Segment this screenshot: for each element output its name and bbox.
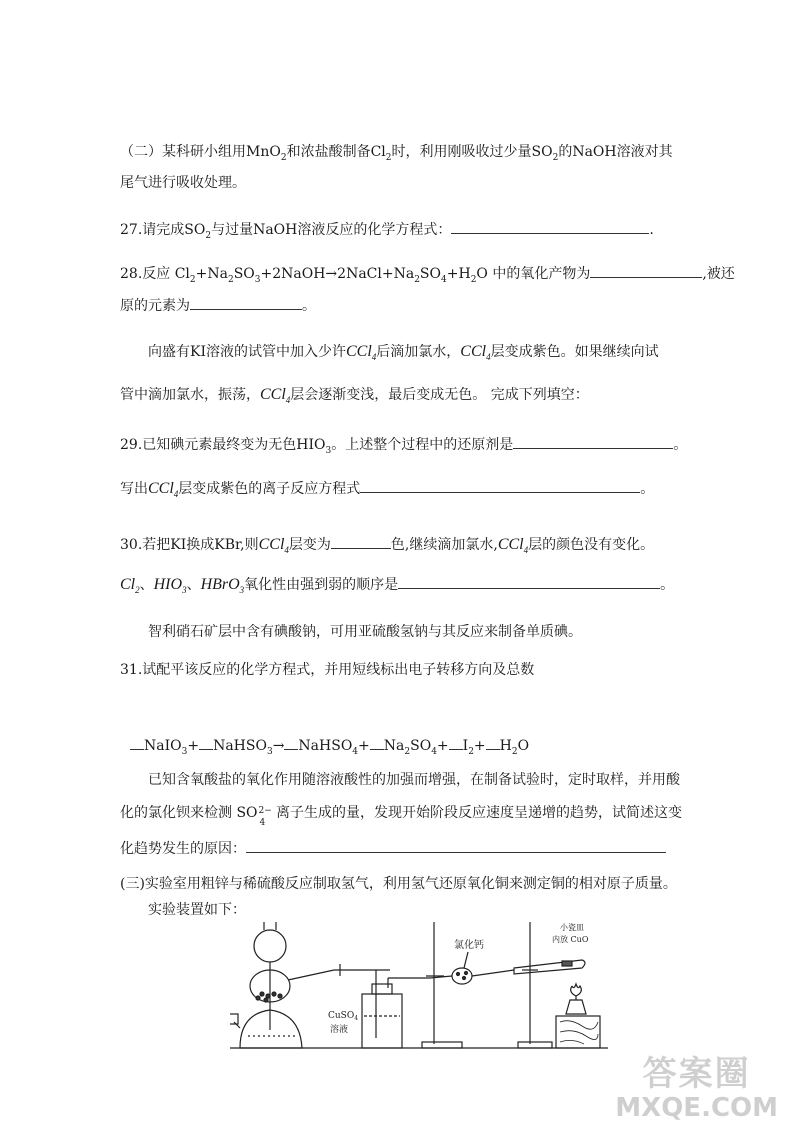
balance-equation: NaIO$_3$+ NaHSO$_3$→ NaHSO$_4$+ $Na_2SO_4+ I_2+ H_2O$ bbox=[130, 735, 529, 762]
cl2-formula: $Cl_2$ bbox=[120, 576, 140, 596]
ccl4-formula: CCl$_4$ bbox=[260, 386, 291, 406]
answer-blank-29b[interactable] bbox=[360, 478, 640, 493]
answer-blank-28b[interactable] bbox=[190, 295, 302, 310]
ccl4-formula: CCl$_4$ bbox=[258, 536, 289, 556]
coefficient-blank-1[interactable] bbox=[130, 735, 144, 750]
iodine-paragraph: 智利硝石矿层中含有碘酸钠，可用亚硫酸氢钠与其反应来制备单质碘。 bbox=[148, 624, 582, 640]
ccl4-formula: CCl$_4$ bbox=[346, 343, 377, 363]
cuso4-label: CuSO$_4$ bbox=[328, 1011, 359, 1022]
alcohol-lamp bbox=[566, 984, 586, 1014]
answer-blank-30b[interactable] bbox=[398, 574, 660, 589]
answer-blank-29a[interactable] bbox=[513, 434, 673, 449]
section3-intro: (三)实验室用粗锌与稀硫酸反应制取氢气，利用氢气还原氧化铜来测定铜的相对原子质量。 bbox=[120, 876, 677, 892]
rate-paragraph-line3: 化趋势发生的原因： bbox=[120, 838, 666, 859]
watermark-logo: 答案圈 MXQE.COM bbox=[615, 1054, 778, 1123]
answer-blank-28a[interactable] bbox=[590, 263, 702, 278]
question-27: 27.请完成$SO_2$与过量NaOH溶液反应的化学方程式： . bbox=[120, 219, 654, 246]
ccl4-formula: CCl$_4$ bbox=[497, 536, 529, 556]
cacl2-pointer bbox=[464, 952, 468, 968]
coefficient-blank-4[interactable] bbox=[370, 735, 384, 750]
cuso4-label-line2: 溶液 bbox=[330, 1025, 349, 1035]
coefficient-blank-3[interactable] bbox=[284, 735, 298, 750]
wooden-block bbox=[556, 1016, 600, 1048]
section2-intro-line2: 尾气进行吸收处理。 bbox=[120, 175, 246, 191]
answer-blank-rate[interactable] bbox=[246, 838, 666, 853]
question-28-line2: 原的元素为 。 bbox=[120, 295, 316, 316]
kipp-generator bbox=[230, 922, 302, 1048]
question-31: 31.试配平该反应的化学方程式，并用短线标出电子转移方向及总数 bbox=[120, 662, 535, 678]
delivery-tube bbox=[288, 970, 334, 980]
question-28: 28.反应 $Cl_2+Na_2SO_3+2NaOH\to 2NaCl+Na_2SO_4+H_2O$ 中的氧化产物为 ,被还 bbox=[120, 263, 735, 290]
question-30-line2: $Cl_2$、$HIO_3$、HBrO$_3$氧化性由强到弱的顺序是 。 bbox=[120, 576, 675, 596]
dish-label-line2: 内放 CuO bbox=[552, 935, 589, 944]
coefficient-blank-6[interactable] bbox=[486, 735, 500, 750]
answer-blank-30a[interactable] bbox=[331, 534, 391, 549]
iron-stand bbox=[518, 922, 552, 1048]
cacl2-label: 氯化钙 bbox=[454, 940, 484, 951]
sulfate-charge: 2− 4 bbox=[258, 806, 272, 828]
rate-paragraph: 已知含氧酸盐的氧化作用随溶液酸性的加强而增强，在制备试验时，定时取样，并用酸 bbox=[148, 772, 680, 788]
ki-paragraph: 向盛有KI溶液的试管中加入少许CCl$_4$后滴加氯水，CCl$_4$层变成紫色。如果继续向试 bbox=[148, 343, 659, 363]
section3-intro-line2: 实验装置如下： bbox=[148, 902, 246, 918]
coefficient-blank-5[interactable] bbox=[449, 735, 463, 750]
hio3-formula: $HIO_3$ bbox=[153, 576, 187, 596]
question-30: 30.若把KI换成KBr,则CCl$_4$层变为 色,继续滴加氯水,CCl$_4$层的颜色没有变化。 bbox=[120, 536, 655, 556]
ccl4-formula: CCl$_4$ bbox=[148, 480, 179, 500]
section2-intro: （二）某科研小组用MnO$_2$和浓盐酸制备$Cl_2$时，利用刚吸收过少量$SO_2$的NaOH溶液对其 bbox=[120, 144, 673, 163]
rate-paragraph-line2: 化的氯化钡来检测 SO 2− 4 离子生成的量，发现开始阶段反应速度呈递增的趋势，试简述这变 bbox=[120, 805, 682, 828]
question-29: 29.已知碘元素最终变为无色$HIO_3$。上述整个过程中的还原剂是 。 bbox=[120, 434, 687, 461]
reaction-tube bbox=[514, 960, 585, 974]
question-29-line2: 写出CCl$_4$层变成紫色的离子反应方程式 。 bbox=[120, 480, 655, 500]
experiment-apparatus-diagram bbox=[230, 918, 610, 1058]
ccl4-formula: CCl$_4$ bbox=[460, 343, 491, 363]
hbro3-formula: HBrO$_3$ bbox=[200, 576, 245, 596]
ki-paragraph-line2: 管中滴加氯水，振荡，CCl$_4$层会逐渐变浅，最后变成无色。 完成下列填空： bbox=[120, 386, 589, 406]
cuso4-wash-bottle bbox=[362, 970, 430, 1048]
coefficient-blank-2[interactable] bbox=[199, 735, 213, 750]
answer-blank-27[interactable] bbox=[451, 219, 649, 234]
dish-label: 小瓷皿 bbox=[560, 923, 584, 932]
